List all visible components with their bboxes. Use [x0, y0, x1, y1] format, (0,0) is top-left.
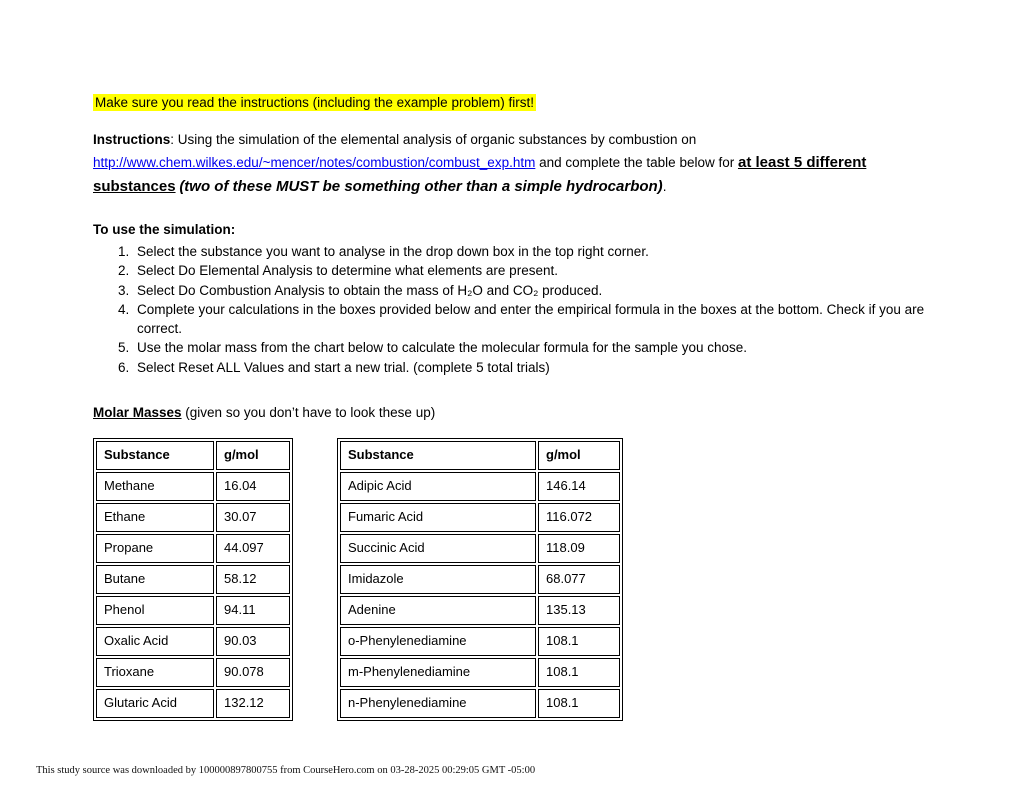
step-item-6: 6. Select Reset ALL Values and start a new trial. (complete 5 total trials) [133, 359, 935, 378]
table-cell: 90.03 [216, 627, 290, 656]
table-cell: Methane [96, 472, 214, 501]
table-row [340, 658, 620, 687]
table-cell: Glutaric Acid [96, 689, 214, 718]
table-row [340, 689, 620, 718]
table-cell: 108.1 [538, 689, 620, 718]
table-cell: 16.04 [216, 472, 290, 501]
table-cell: 108.1 [538, 627, 620, 656]
table-cell: Fumaric Acid [340, 503, 536, 532]
table-header-row [96, 441, 290, 470]
instructions-text-1: : Using the simulation of the elemental analysis of organic substances by combustion on [170, 132, 697, 148]
table-row [96, 472, 290, 501]
instructions-paragraph [93, 129, 931, 199]
instructions-emphasis-italic: (two of these MUST be something other than a simple hydrocarbon) [179, 178, 663, 196]
table-row [96, 689, 290, 718]
table-row [340, 472, 620, 501]
table-cell: Adipic Acid [340, 472, 536, 501]
table-cell: Trioxane [96, 658, 214, 687]
step-item-3: 3. Select Do Combustion Analysis to obtain the mass of H₂O and CO₂ produced. [133, 282, 935, 301]
step-item-5: 5. Use the molar mass from the chart below to calculate the molecular formula for the sample you chose. [133, 339, 935, 358]
table-header-cell: Substance [340, 441, 536, 470]
table-cell: Phenol [96, 596, 214, 625]
table-cell: Oxalic Acid [96, 627, 214, 656]
coursehero-footer: This study source was downloaded by 100000897800755 from CourseHero.com on 03-28-2025 00:29:05 GMT -05:00 [36, 765, 536, 776]
combustion-simulation-link[interactable]: http://www.chem.wilkes.edu/~mencer/notes/combustion/combust_exp.htm [93, 155, 536, 171]
table-cell: 135.13 [538, 596, 620, 625]
table-row [96, 565, 290, 594]
table-row [340, 565, 620, 594]
table-cell: 68.077 [538, 565, 620, 594]
table-row [340, 596, 620, 625]
table-cell: Imidazole [340, 565, 536, 594]
molar-masses-title: Molar Masses [93, 405, 182, 421]
table-cell: 94.11 [216, 596, 290, 625]
molar-mass-tables [93, 438, 935, 721]
table-row [96, 596, 290, 625]
table-cell: Adenine [340, 596, 536, 625]
table-cell: 116.072 [538, 503, 620, 532]
table-cell: 132.12 [216, 689, 290, 718]
table-row [96, 503, 290, 532]
table-cell: m-Phenylenediamine [340, 658, 536, 687]
table-row [340, 627, 620, 656]
highlight-notice-text: Make sure you read the instructions (including the example problem) first! [95, 95, 534, 110]
table-cell: Ethane [96, 503, 214, 532]
table-cell: 44.097 [216, 534, 290, 563]
instructions-label: Instructions [93, 132, 171, 148]
instructions-emphasis-underlined: at least 5 different substances [93, 154, 867, 196]
table-header-row [340, 441, 620, 470]
table-cell: Succinic Acid [340, 534, 536, 563]
step-item-1: 1. Select the substance you want to analyse in the drop down box in the top right corner. [133, 243, 935, 262]
table-cell: Propane [96, 534, 214, 563]
highlight-notice [93, 94, 935, 112]
table-cell: 146.14 [538, 472, 620, 501]
table-row [96, 627, 290, 656]
molar-masses-note: (given so you don’t have to look these up) [181, 405, 436, 421]
molar-masses-heading [93, 404, 935, 422]
table-cell: Butane [96, 565, 214, 594]
table-row [340, 534, 620, 563]
table-row [340, 503, 620, 532]
table-header-cell: Substance [96, 441, 214, 470]
simulation-steps-section [93, 221, 935, 378]
document-content [93, 94, 935, 721]
table-cell: 118.09 [538, 534, 620, 563]
step-item-2: 2. Select Do Elemental Analysis to determine what elements are present. [133, 262, 935, 281]
table-row [96, 534, 290, 563]
table-cell: 30.07 [216, 503, 290, 532]
molar-mass-table-left [93, 438, 293, 721]
steps-list [93, 243, 935, 378]
steps-heading: To use the simulation: [93, 221, 236, 237]
molar-mass-table-right [337, 438, 623, 721]
table-cell: n-Phenylenediamine [340, 689, 536, 718]
table-cell: o-Phenylenediamine [340, 627, 536, 656]
table-cell: 58.12 [216, 565, 290, 594]
table-row [96, 658, 290, 687]
table-cell: 108.1 [538, 658, 620, 687]
step-item-4: 4. Complete your calculations in the boxes provided below and enter the empirical formula in the boxes at the bottom. Check if you are correct. [133, 301, 935, 338]
table-header-cell: g/mol [538, 441, 620, 470]
table-cell: 90.078 [216, 658, 290, 687]
instructions-closing: . [662, 179, 667, 195]
table-header-cell: g/mol [216, 441, 290, 470]
instructions-text-2: and complete the table below for [535, 155, 738, 171]
